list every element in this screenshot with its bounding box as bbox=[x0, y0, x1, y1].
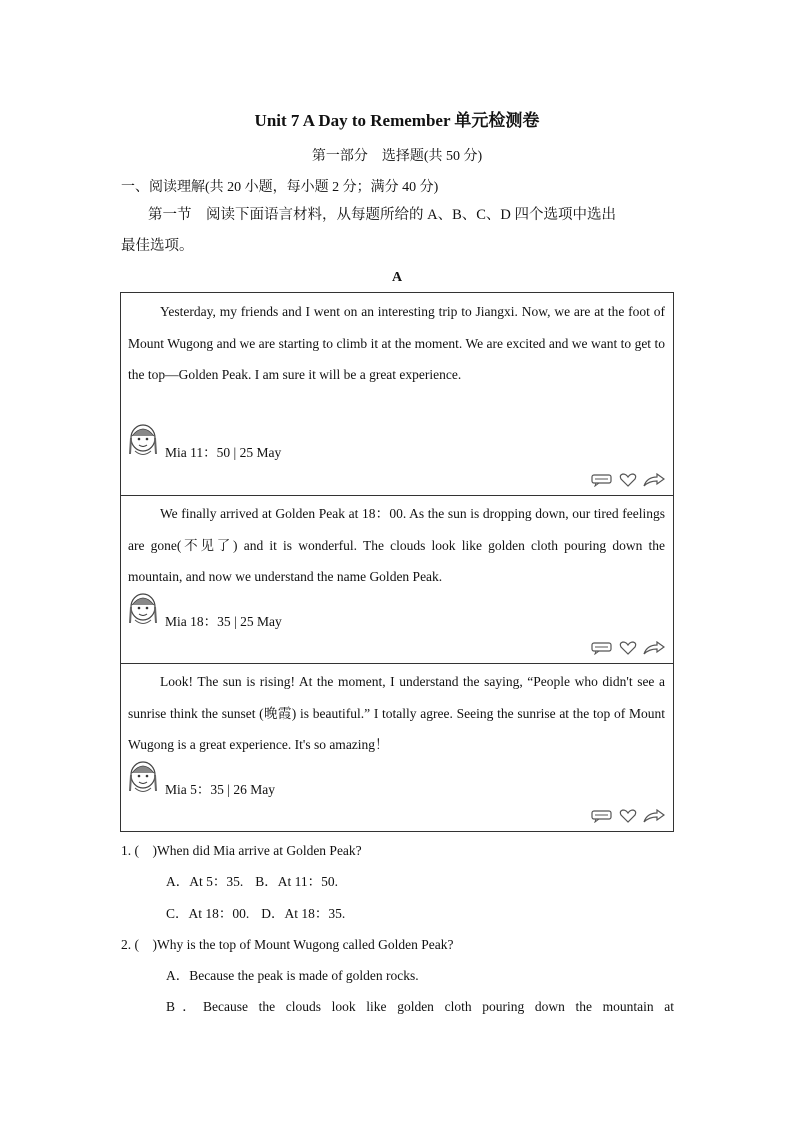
post-author-time: Mia 18：35 | 25 May bbox=[165, 614, 282, 629]
post-meta bbox=[129, 758, 275, 798]
post-text: Look! The sun is rising! At the moment, I understand the saying, “People who didn't see a sunrise think the sunset (晚霞) is beautiful.” I totally agree. Seeing the sunrise at the top of Mount Wugong is a great experience. It's so amazing！ bbox=[128, 674, 665, 752]
comment-icon[interactable] bbox=[591, 641, 613, 655]
question-1-options-row-1 bbox=[166, 870, 338, 890]
part-heading: 第一部分 选择题(共 50 分) bbox=[311, 149, 483, 164]
question-1-stem: 1. ( )When did Mia arrive at Golden Peak? bbox=[121, 843, 362, 858]
post-meta bbox=[129, 421, 281, 461]
option-b[interactable]: B．At 11：50. bbox=[255, 874, 339, 889]
avatar-icon bbox=[129, 424, 157, 458]
like-icon[interactable] bbox=[619, 473, 637, 487]
page-title: Unit 7 A Day to Remember 单元检测卷 bbox=[254, 111, 540, 130]
post-text: Yesterday, my friends and I went on an interesting trip to Jiangxi. Now, we are at the foot of Mount Wugong and we are starting to climb it at the moment. We are excited and we want to get to the top—Golden Peak. I am sure it will be a great experience. bbox=[128, 304, 665, 382]
option-d[interactable]: D．At 18：35. bbox=[261, 906, 346, 921]
instruction-tail: 最佳选项。 bbox=[121, 238, 194, 254]
comment-icon[interactable] bbox=[591, 473, 613, 487]
passage-label: A bbox=[391, 270, 403, 285]
instruction bbox=[121, 200, 674, 262]
post-actions bbox=[591, 641, 665, 655]
comment-icon[interactable] bbox=[591, 809, 613, 823]
section-heading: 一、阅读理解(共 20 小题，每小题 2 分；满分 40 分) bbox=[121, 180, 439, 195]
post-meta bbox=[129, 590, 282, 630]
option-a[interactable]: A．At 5：35. bbox=[166, 874, 244, 889]
post-2 bbox=[121, 495, 673, 663]
avatar-icon bbox=[129, 761, 157, 795]
question-2-stem: 2. ( )Why is the top of Mount Wugong called Golden Peak? bbox=[121, 937, 454, 952]
post-3 bbox=[121, 663, 673, 831]
post-text: We finally arrived at Golden Peak at 18：00. As the sun is dropping down, our tired feelings are gone(不见了) and it is wonderful. The clouds look like golden cloth pouring down the mountain, and now we understand the name Golden Peak. bbox=[128, 506, 665, 584]
post-actions bbox=[591, 809, 665, 823]
post-author-time: Mia 5：35 | 26 May bbox=[165, 782, 275, 797]
question-2-option-b[interactable]: B．Because the clouds look like golden cloth pouring down the mountain at bbox=[166, 999, 674, 1014]
like-icon[interactable] bbox=[619, 809, 637, 823]
post-author-time: Mia 11：50 | 25 May bbox=[165, 445, 282, 460]
option-c[interactable]: C．At 18：00. bbox=[166, 906, 250, 921]
post-feed bbox=[120, 292, 674, 832]
post-actions bbox=[591, 473, 665, 487]
instruction-head: 第一节 阅读下面语言材料，从每题所给的 A、B、C、D 四个选项中选出 bbox=[148, 207, 617, 223]
share-icon[interactable] bbox=[643, 809, 665, 823]
post-1 bbox=[121, 293, 673, 495]
share-icon[interactable] bbox=[643, 641, 665, 655]
like-icon[interactable] bbox=[619, 641, 637, 655]
avatar-icon bbox=[129, 593, 157, 627]
share-icon[interactable] bbox=[643, 473, 665, 487]
question-2-option-a[interactable]: A．Because the peak is made of golden rocks. bbox=[166, 968, 419, 983]
question-1-options-row-2 bbox=[166, 902, 345, 922]
